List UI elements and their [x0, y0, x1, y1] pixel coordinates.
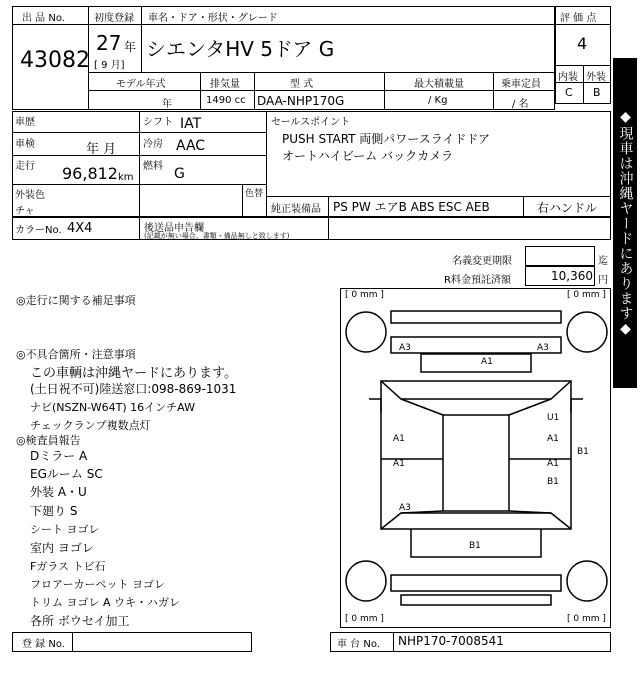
sales-point-label: セールスポイント — [271, 117, 351, 128]
drive-value: 4X4 — [67, 221, 93, 236]
damage-mark: A1 — [393, 434, 405, 444]
recycle-unit: 円 — [598, 275, 608, 286]
inspection-diagram — [340, 288, 611, 628]
color-change-label: 色替 — [245, 189, 264, 199]
first-registration-label: 初度登録 — [94, 13, 134, 24]
name-change-box — [525, 246, 595, 266]
name-change-label: 名義変更期限 — [452, 256, 512, 267]
inspector-line-5: シート ヨゴレ — [30, 523, 100, 536]
damage-mark: A1 — [547, 434, 559, 444]
inspector-line-7: Fガラス トビ石 — [30, 560, 106, 573]
capacity-value: / 名 — [512, 99, 529, 110]
shift-label: シフト — [143, 117, 173, 128]
exterior-label: 外装 — [586, 72, 606, 83]
equipment-value: PS PW エアB ABS ESC AEB — [333, 200, 490, 214]
recycle-value: 10,360 — [551, 269, 593, 283]
aftermarket-label: 後送品申告欄 — [144, 223, 204, 234]
damage-mark: A3 — [399, 343, 411, 353]
inspector-line-9: トリム ヨゴレ A ウキ・ハガレ — [30, 596, 181, 609]
ac-label: 冷房 — [143, 139, 163, 150]
okinawa-yard-banner: ◆現車は沖縄ヤードにあります◆ — [613, 58, 637, 388]
ext-color-label: 外装色 — [15, 190, 45, 201]
chassis-no-value: NHP170-7008541 — [398, 634, 504, 648]
diagram-tag-rear-left: [ 0 mm ] — [345, 614, 384, 624]
defect-line-2: (土日祝不可)陸送窓口:098-869-1031 — [30, 382, 237, 396]
ac-value: AAC — [176, 138, 206, 154]
defect-line-4: チェックランプ複数点灯 — [30, 419, 151, 432]
car-name: シエンタHV 5ドア G — [146, 37, 335, 61]
damage-mark: A1 — [481, 357, 493, 367]
defects-label: ◎不具合箇所・注意事項 — [16, 348, 136, 361]
lot-no-label: 出 品 No. — [22, 13, 65, 24]
diagram-tag-front-left: [ 0 mm ] — [345, 290, 384, 300]
car-outline-diagram — [341, 289, 610, 627]
history-label: 車歴 — [15, 117, 35, 128]
handle-value: 右ハンドル — [537, 201, 598, 215]
sales-point-line-1: PUSH START 両側パワースライドドア — [282, 132, 490, 146]
capacity-label: 乗車定員 — [501, 79, 541, 90]
inspection-value: 年 月 — [86, 142, 117, 157]
damage-mark: U1 — [547, 413, 560, 423]
registration-no-label: 登 録 No. — [22, 639, 65, 650]
aftermarket-note: (記載が無い場合、書類・備品無しと致します) — [144, 232, 290, 240]
car-name-label: 車名・ドア・形状・グレード — [148, 13, 278, 24]
displacement-label: 排気量 — [210, 79, 240, 90]
equipment-label: 純正装備品 — [271, 204, 321, 215]
inspector-line-3: 外装 A・U — [30, 485, 87, 499]
first-registration-month: [ 9 月] — [94, 60, 125, 71]
inspector-line-1: Dミラー A — [30, 449, 88, 463]
year-unit: 年 — [124, 40, 137, 54]
damage-mark: A1 — [547, 459, 559, 469]
ext-color-value: チャ — [15, 206, 35, 217]
model-year-unit: 年 — [162, 99, 172, 110]
interior-label: 内装 — [558, 72, 578, 83]
damage-mark: B1 — [577, 447, 589, 457]
max-load-value: / Kg — [428, 95, 448, 106]
max-load-label: 最大積載量 — [414, 79, 464, 90]
defect-line-3: ナビ(NSZN-W64T) 16インチAW — [30, 401, 195, 414]
chassis-no-label: 車 台 No. — [337, 639, 380, 650]
first-registration-year: 27 — [96, 31, 122, 55]
model-code-label: 型 式 — [290, 79, 314, 90]
inspector-line-4: 下廻り S — [30, 504, 78, 518]
score-value: 4 — [577, 34, 588, 53]
supplement-label: ◎走行に関する補足事項 — [16, 294, 136, 307]
score-label: 評 価 点 — [560, 13, 597, 24]
color-no-row — [12, 217, 611, 240]
damage-mark: B1 — [547, 477, 559, 487]
lot-no: 43082 — [20, 48, 90, 73]
color-no-label: カラーNo. — [15, 225, 62, 236]
recycle-label: R料金預託済額 — [444, 275, 511, 286]
inspection-label: 車検 — [15, 139, 35, 150]
displacement-value: 1490 cc — [206, 95, 246, 106]
fuel-value: G — [174, 166, 185, 182]
interior-grade: C — [565, 86, 573, 99]
diagram-tag-front-right: [ 0 mm ] — [567, 290, 606, 300]
damage-mark: A3 — [537, 343, 549, 353]
model-year-label: モデル年式 — [116, 79, 166, 90]
damage-mark: B1 — [469, 541, 481, 551]
fuel-label: 燃料 — [143, 161, 163, 172]
diagram-tag-rear-right: [ 0 mm ] — [567, 614, 606, 624]
inspector-line-6: 室内 ヨゴレ — [30, 541, 94, 555]
mileage-value: 96,812 — [62, 164, 118, 183]
sales-point-line-2: オートハイビーム バックカメラ — [282, 149, 454, 163]
damage-mark: A1 — [393, 459, 405, 469]
model-code-value: DAA-NHP170G — [257, 94, 345, 108]
damage-mark: A3 — [399, 503, 411, 513]
exterior-grade: B — [593, 86, 601, 99]
defect-line-1: この車輌は沖縄ヤードにあります。 — [30, 366, 237, 381]
mileage-label: 走行 — [15, 161, 35, 172]
inspector-label: ◎検査員報告 — [16, 434, 81, 447]
inspector-line-8: フロアーカーペット ヨゴレ — [30, 578, 165, 591]
shift-value: IAT — [180, 116, 202, 132]
inspector-line-10: 各所 ボウセイ加工 — [30, 614, 130, 628]
name-change-unit: 迄 — [598, 256, 608, 267]
mileage-unit: km — [118, 172, 134, 183]
inspector-line-2: EGルーム SC — [30, 467, 103, 481]
